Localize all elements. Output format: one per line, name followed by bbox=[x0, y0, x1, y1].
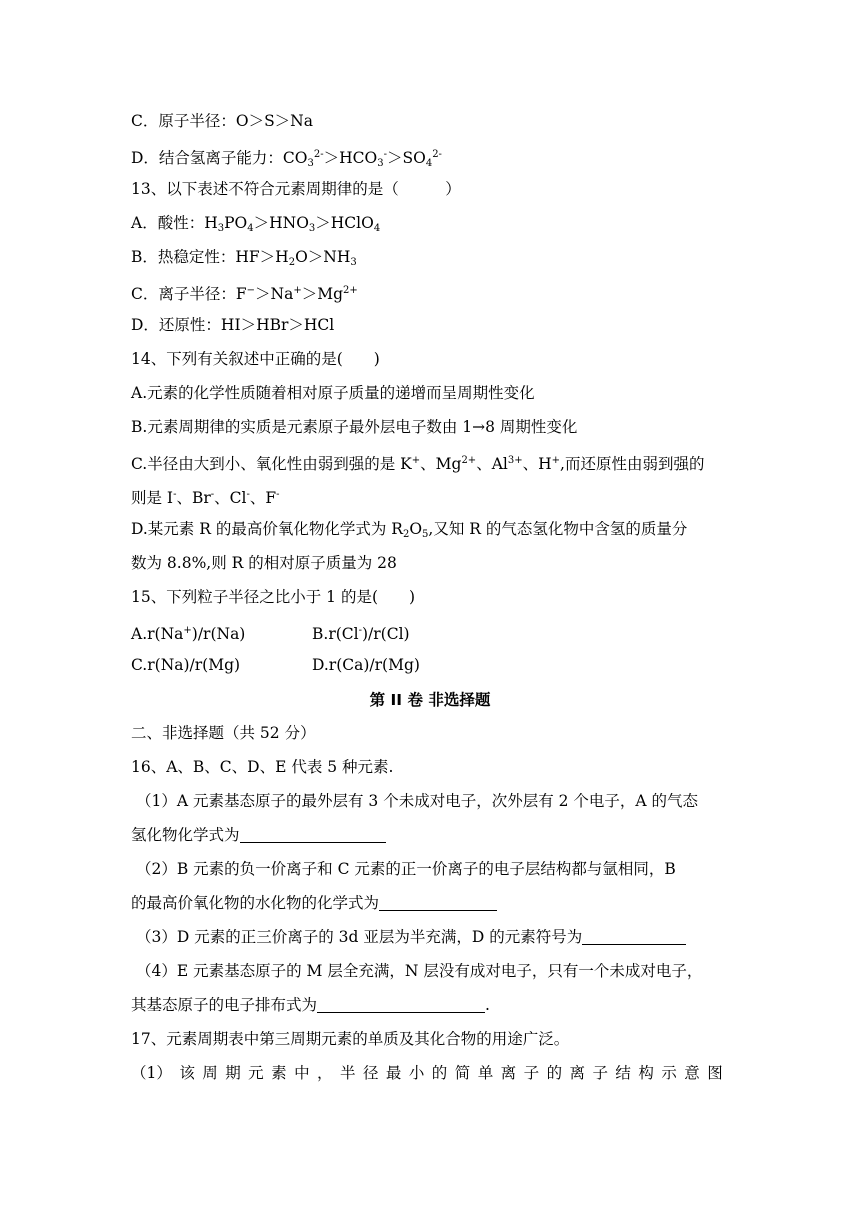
answer-blank[interactable] bbox=[317, 996, 485, 1013]
q14-option-d-line2: 数为 8.8%,则 R 的相对原子质量为 28 bbox=[131, 554, 397, 572]
q17-part1-char: 素 bbox=[271, 1064, 287, 1082]
answer-blank[interactable] bbox=[379, 894, 497, 911]
answer-blank[interactable] bbox=[582, 928, 686, 945]
q13-stem: 13、以下表述不符合元素周期律的是（ ） bbox=[131, 180, 461, 198]
q15-option-d: D.r(Ca)/r(Mg) bbox=[312, 656, 420, 674]
q17-part1 bbox=[131, 1063, 723, 1083]
q16-part2-line2: 的最高价氧化物的水化物的化学式为 bbox=[131, 893, 497, 913]
q13-option-a: A．酸性：$H_3PO_4>HNO_3>HClO_4$ bbox=[131, 214, 381, 234]
q13-option-b: B．热稳定性：$HF>H_2O>NH_3$ bbox=[131, 248, 357, 268]
section-heading: 第 II 卷 非选择题 bbox=[369, 691, 491, 709]
q17-part1-char: 元 bbox=[248, 1064, 264, 1082]
q12-option-d: D．结合氢离子能力：$CO_3^{2-}>HCO_3^->SO_4^{2-}$ bbox=[131, 149, 442, 169]
q14-option-a: A.元素的化学性质随着相对原子质量的递增而呈周期性变化 bbox=[131, 384, 535, 402]
q16-part1-line1: （1）A 元素基态原子的最外层有 3 个未成对电子，次外层有 2 个电子，A 的气态 bbox=[136, 792, 699, 810]
q17-part1-char: 示 bbox=[661, 1064, 677, 1082]
q17-part1-char: 的 bbox=[431, 1064, 448, 1082]
q17-part1-char: 半 bbox=[339, 1064, 356, 1082]
q15-option-a: A.r(Na+)/r(Na) bbox=[131, 625, 246, 643]
q15-option-b: B.r(Cl-)/r(Cl) bbox=[312, 625, 410, 643]
answer-blank[interactable] bbox=[240, 826, 386, 843]
q17-part1-char: 子 bbox=[592, 1064, 608, 1082]
q17-part1-char: 径 bbox=[362, 1064, 379, 1082]
q17-part1-char: 意 bbox=[684, 1064, 700, 1082]
q17-part1-char: 最 bbox=[385, 1064, 402, 1082]
q17-stem: 17、元素周期表中第三周期元素的单质及其化合物的用途广泛。 bbox=[131, 1030, 570, 1048]
q16-part1-line2: 氢化物化学式为 bbox=[131, 825, 386, 845]
q13-option-d: D．还原性：HI＞HBr＞HCl bbox=[131, 316, 335, 334]
q17-part1-char: 子 bbox=[523, 1064, 540, 1082]
q12-option-c: C．原子半径：O＞S＞Na bbox=[131, 112, 313, 130]
q17-part1-char: 的 bbox=[546, 1064, 563, 1082]
q17-part1-char: 周 bbox=[202, 1064, 218, 1082]
q15-options-row1 bbox=[131, 621, 245, 644]
q17-part1-justified-text bbox=[131, 1063, 723, 1083]
q16-part4-line1: （4）E 元素基态原子的 M 层全充满，N 层没有成对电子，只有一个未成对电子， bbox=[136, 962, 703, 980]
q17-part1-char: 结 bbox=[615, 1064, 631, 1082]
q17-part1-char: 离 bbox=[500, 1064, 517, 1082]
q17-part1-char: 离 bbox=[569, 1064, 586, 1082]
q15-option-c: C.r(Na)/r(Mg) bbox=[131, 656, 241, 674]
q14-option-c-line1: C.半径由大到小、氧化性由弱到强的是 K+、$Mg^{2+}$、$Al^{3+}$、H+,而还原性由弱到强的 bbox=[131, 455, 705, 473]
q17-part1-char: （1） bbox=[131, 1064, 172, 1082]
q13-option-c: C．离子半径：$F^->Na^+>Mg^{2+}$ bbox=[131, 285, 358, 303]
q16-part2-line1: （2）B 元素的负一价离子和 C 元素的正一价离子的电子层结构都与氩相同，B bbox=[136, 860, 676, 878]
q15-stem: 15、下列粒子半径之比小于 1 的是( ) bbox=[131, 588, 416, 606]
q17-part1-char: 小 bbox=[408, 1064, 425, 1082]
q16-part4-line2: 其基态原子的电子排布式为 . bbox=[131, 996, 490, 1014]
q17-part1-char: 构 bbox=[638, 1064, 654, 1082]
q14-stem: 14、下列有关叙述中正确的是( ) bbox=[131, 350, 380, 368]
q17-part1-char: 简 bbox=[454, 1064, 471, 1082]
section-part-title: 二、非选择题（共 52 分） bbox=[131, 724, 316, 742]
q16-stem: 16、A、B、C、D、E 代表 5 种元素. bbox=[131, 758, 394, 776]
q17-part1-char: ， bbox=[317, 1064, 333, 1082]
q14-option-d-line1: D.某元素 R 的最高价氧化物化学式为 $R_2O_5$,又知 R 的气态氢化物中含氢的质量分 bbox=[131, 520, 688, 540]
q17-part1-char: 单 bbox=[477, 1064, 494, 1082]
q14-option-c-line2: 则是 I-、Br-、Cl-、F- bbox=[131, 489, 280, 507]
q17-part1-char: 中 bbox=[294, 1064, 310, 1082]
q17-part1-char: 该 bbox=[179, 1064, 195, 1082]
q16-part3: （3）D 元素的正三价离子的 3d 亚层为半充满，D 的元素符号为 bbox=[136, 927, 686, 947]
q17-part1-char: 期 bbox=[225, 1064, 241, 1082]
q14-option-b: B.元素周期律的实质是元素原子最外层电子数由 1→8 周期性变化 bbox=[131, 418, 578, 436]
q17-part1-char: 图 bbox=[707, 1064, 723, 1082]
